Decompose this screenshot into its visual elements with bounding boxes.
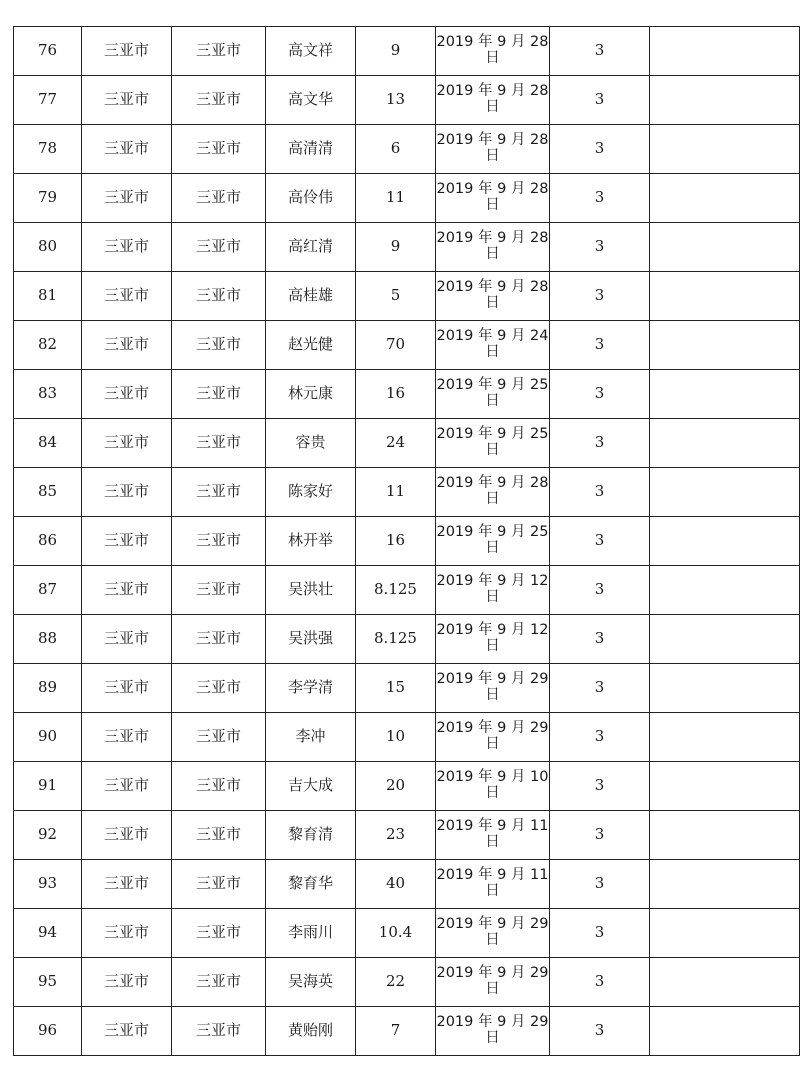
amount-cell: 9	[356, 223, 436, 272]
count-cell: 3	[550, 762, 650, 811]
date-line-2: 日	[485, 932, 500, 948]
row-number-cell: 76	[14, 27, 82, 76]
date-line-2: 日	[485, 1030, 500, 1046]
table-row	[14, 517, 800, 566]
count-cell: 3	[550, 321, 650, 370]
count-cell: 3	[550, 76, 650, 125]
date-line-1: 2019 年 9 月 12	[436, 622, 549, 639]
date-cell	[436, 223, 550, 272]
table-row	[14, 272, 800, 321]
remark-cell	[650, 860, 800, 909]
person-name-cell: 林开举	[266, 517, 356, 566]
person-name-cell: 高伶伟	[266, 174, 356, 223]
amount-cell: 22	[356, 958, 436, 1007]
city-cell: 三亚市	[82, 909, 172, 958]
count-cell: 3	[550, 125, 650, 174]
date-line-2: 日	[485, 442, 500, 458]
date-line-2: 日	[485, 589, 500, 605]
date-line-1: 2019 年 9 月 29	[436, 916, 549, 933]
district-cell: 三亚市	[172, 321, 266, 370]
date-line-2: 日	[485, 197, 500, 213]
row-number-cell: 88	[14, 615, 82, 664]
row-number-cell: 81	[14, 272, 82, 321]
table-row	[14, 468, 800, 517]
remark-cell	[650, 321, 800, 370]
date-line-1: 2019 年 9 月 29	[436, 965, 549, 982]
district-cell: 三亚市	[172, 713, 266, 762]
amount-cell: 11	[356, 468, 436, 517]
city-cell: 三亚市	[82, 174, 172, 223]
district-cell: 三亚市	[172, 664, 266, 713]
remark-cell	[650, 125, 800, 174]
date-line-1: 2019 年 9 月 29	[436, 720, 549, 737]
table-row	[14, 370, 800, 419]
row-number-cell: 91	[14, 762, 82, 811]
table-body	[14, 27, 800, 1056]
city-cell: 三亚市	[82, 223, 172, 272]
date-line-2: 日	[485, 981, 500, 997]
date-cell	[436, 321, 550, 370]
city-cell: 三亚市	[82, 76, 172, 125]
amount-cell: 15	[356, 664, 436, 713]
date-cell	[436, 419, 550, 468]
count-cell: 3	[550, 1007, 650, 1056]
row-number-cell: 94	[14, 909, 82, 958]
row-number-cell: 82	[14, 321, 82, 370]
date-line-2: 日	[485, 834, 500, 850]
city-cell: 三亚市	[82, 272, 172, 321]
date-line-2: 日	[485, 246, 500, 262]
date-cell	[436, 860, 550, 909]
date-line-2: 日	[485, 393, 500, 409]
city-cell: 三亚市	[82, 517, 172, 566]
remark-cell	[650, 1007, 800, 1056]
person-name-cell: 吴海英	[266, 958, 356, 1007]
count-cell: 3	[550, 468, 650, 517]
amount-cell: 70	[356, 321, 436, 370]
row-number-cell: 77	[14, 76, 82, 125]
person-name-cell: 吴洪强	[266, 615, 356, 664]
table-row	[14, 566, 800, 615]
records-table	[13, 26, 800, 1056]
date-cell	[436, 664, 550, 713]
city-cell: 三亚市	[82, 811, 172, 860]
date-line-2: 日	[485, 883, 500, 899]
person-name-cell: 陈家好	[266, 468, 356, 517]
date-line-1: 2019 年 9 月 29	[436, 1014, 549, 1031]
person-name-cell: 赵光健	[266, 321, 356, 370]
count-cell: 3	[550, 664, 650, 713]
table-row	[14, 664, 800, 713]
row-number-cell: 89	[14, 664, 82, 713]
amount-cell: 5	[356, 272, 436, 321]
person-name-cell: 黎育清	[266, 811, 356, 860]
row-number-cell: 87	[14, 566, 82, 615]
date-cell	[436, 566, 550, 615]
table-row	[14, 860, 800, 909]
person-name-cell: 容贵	[266, 419, 356, 468]
table-row	[14, 76, 800, 125]
district-cell: 三亚市	[172, 1007, 266, 1056]
city-cell: 三亚市	[82, 419, 172, 468]
amount-cell: 10.4	[356, 909, 436, 958]
district-cell: 三亚市	[172, 76, 266, 125]
count-cell: 3	[550, 909, 650, 958]
date-line-2: 日	[485, 148, 500, 164]
row-number-cell: 84	[14, 419, 82, 468]
date-line-1: 2019 年 9 月 28	[436, 475, 549, 492]
count-cell: 3	[550, 419, 650, 468]
person-name-cell: 林元康	[266, 370, 356, 419]
date-cell	[436, 125, 550, 174]
amount-cell: 24	[356, 419, 436, 468]
district-cell: 三亚市	[172, 419, 266, 468]
city-cell: 三亚市	[82, 1007, 172, 1056]
date-cell	[436, 909, 550, 958]
person-name-cell: 高桂雄	[266, 272, 356, 321]
district-cell: 三亚市	[172, 223, 266, 272]
date-cell	[436, 76, 550, 125]
person-name-cell: 李冲	[266, 713, 356, 762]
remark-cell	[650, 174, 800, 223]
district-cell: 三亚市	[172, 272, 266, 321]
amount-cell: 6	[356, 125, 436, 174]
row-number-cell: 80	[14, 223, 82, 272]
district-cell: 三亚市	[172, 468, 266, 517]
district-cell: 三亚市	[172, 615, 266, 664]
city-cell: 三亚市	[82, 27, 172, 76]
table-row	[14, 615, 800, 664]
amount-cell: 20	[356, 762, 436, 811]
date-cell	[436, 958, 550, 1007]
district-cell: 三亚市	[172, 370, 266, 419]
table-row	[14, 174, 800, 223]
date-line-2: 日	[485, 785, 500, 801]
date-cell	[436, 615, 550, 664]
row-number-cell: 79	[14, 174, 82, 223]
date-line-1: 2019 年 9 月 29	[436, 671, 549, 688]
date-line-2: 日	[485, 687, 500, 703]
date-line-1: 2019 年 9 月 28	[436, 230, 549, 247]
date-cell	[436, 517, 550, 566]
district-cell: 三亚市	[172, 517, 266, 566]
table-row	[14, 811, 800, 860]
date-line-2: 日	[485, 491, 500, 507]
city-cell: 三亚市	[82, 860, 172, 909]
amount-cell: 16	[356, 517, 436, 566]
city-cell: 三亚市	[82, 468, 172, 517]
date-line-2: 日	[485, 295, 500, 311]
count-cell: 3	[550, 174, 650, 223]
city-cell: 三亚市	[82, 958, 172, 1007]
person-name-cell: 吴洪壮	[266, 566, 356, 615]
city-cell: 三亚市	[82, 713, 172, 762]
date-line-1: 2019 年 9 月 28	[436, 132, 549, 149]
remark-cell	[650, 468, 800, 517]
date-line-1: 2019 年 9 月 25	[436, 377, 549, 394]
city-cell: 三亚市	[82, 566, 172, 615]
table-row	[14, 125, 800, 174]
date-cell	[436, 174, 550, 223]
city-cell: 三亚市	[82, 664, 172, 713]
row-number-cell: 90	[14, 713, 82, 762]
table-row	[14, 27, 800, 76]
table-row	[14, 909, 800, 958]
amount-cell: 40	[356, 860, 436, 909]
person-name-cell: 高文祥	[266, 27, 356, 76]
remark-cell	[650, 419, 800, 468]
date-line-1: 2019 年 9 月 24	[436, 328, 549, 345]
remark-cell	[650, 958, 800, 1007]
date-line-1: 2019 年 9 月 12	[436, 573, 549, 590]
person-name-cell: 高文华	[266, 76, 356, 125]
amount-cell: 10	[356, 713, 436, 762]
date-cell	[436, 272, 550, 321]
count-cell: 3	[550, 272, 650, 321]
date-line-1: 2019 年 9 月 11	[436, 818, 549, 835]
person-name-cell: 黄贻刚	[266, 1007, 356, 1056]
row-number-cell: 86	[14, 517, 82, 566]
city-cell: 三亚市	[82, 370, 172, 419]
row-number-cell: 83	[14, 370, 82, 419]
person-name-cell: 黎育华	[266, 860, 356, 909]
count-cell: 3	[550, 615, 650, 664]
city-cell: 三亚市	[82, 762, 172, 811]
district-cell: 三亚市	[172, 860, 266, 909]
count-cell: 3	[550, 566, 650, 615]
remark-cell	[650, 909, 800, 958]
district-cell: 三亚市	[172, 811, 266, 860]
date-line-2: 日	[485, 638, 500, 654]
row-number-cell: 96	[14, 1007, 82, 1056]
city-cell: 三亚市	[82, 125, 172, 174]
count-cell: 3	[550, 517, 650, 566]
district-cell: 三亚市	[172, 762, 266, 811]
date-cell	[436, 27, 550, 76]
district-cell: 三亚市	[172, 909, 266, 958]
date-line-1: 2019 年 9 月 28	[436, 34, 549, 51]
date-cell	[436, 1007, 550, 1056]
district-cell: 三亚市	[172, 958, 266, 1007]
person-name-cell: 李雨川	[266, 909, 356, 958]
table-row	[14, 1007, 800, 1056]
count-cell: 3	[550, 27, 650, 76]
table-row	[14, 958, 800, 1007]
table-row	[14, 321, 800, 370]
row-number-cell: 85	[14, 468, 82, 517]
table-row	[14, 713, 800, 762]
remark-cell	[650, 762, 800, 811]
count-cell: 3	[550, 811, 650, 860]
count-cell: 3	[550, 860, 650, 909]
person-name-cell: 高清清	[266, 125, 356, 174]
date-line-1: 2019 年 9 月 28	[436, 83, 549, 100]
remark-cell	[650, 76, 800, 125]
date-cell	[436, 811, 550, 860]
date-line-1: 2019 年 9 月 28	[436, 279, 549, 296]
date-line-1: 2019 年 9 月 28	[436, 181, 549, 198]
district-cell: 三亚市	[172, 125, 266, 174]
remark-cell	[650, 223, 800, 272]
district-cell: 三亚市	[172, 27, 266, 76]
table-row	[14, 419, 800, 468]
count-cell: 3	[550, 958, 650, 1007]
date-cell	[436, 762, 550, 811]
person-name-cell: 吉大成	[266, 762, 356, 811]
date-cell	[436, 370, 550, 419]
remark-cell	[650, 370, 800, 419]
count-cell: 3	[550, 370, 650, 419]
row-number-cell: 95	[14, 958, 82, 1007]
date-line-2: 日	[485, 540, 500, 556]
date-line-1: 2019 年 9 月 25	[436, 426, 549, 443]
district-cell: 三亚市	[172, 174, 266, 223]
date-cell	[436, 468, 550, 517]
amount-cell: 8.125	[356, 566, 436, 615]
remark-cell	[650, 713, 800, 762]
date-line-1: 2019 年 9 月 11	[436, 867, 549, 884]
city-cell: 三亚市	[82, 321, 172, 370]
table-row	[14, 223, 800, 272]
amount-cell: 11	[356, 174, 436, 223]
date-line-2: 日	[485, 344, 500, 360]
row-number-cell: 92	[14, 811, 82, 860]
date-line-2: 日	[485, 736, 500, 752]
count-cell: 3	[550, 223, 650, 272]
person-name-cell: 李学清	[266, 664, 356, 713]
date-line-1: 2019 年 9 月 25	[436, 524, 549, 541]
row-number-cell: 78	[14, 125, 82, 174]
remark-cell	[650, 517, 800, 566]
district-cell: 三亚市	[172, 566, 266, 615]
amount-cell: 23	[356, 811, 436, 860]
date-line-2: 日	[485, 99, 500, 115]
remark-cell	[650, 272, 800, 321]
city-cell: 三亚市	[82, 615, 172, 664]
count-cell: 3	[550, 713, 650, 762]
date-line-2: 日	[485, 50, 500, 66]
amount-cell: 8.125	[356, 615, 436, 664]
amount-cell: 16	[356, 370, 436, 419]
remark-cell	[650, 566, 800, 615]
date-cell	[436, 713, 550, 762]
remark-cell	[650, 664, 800, 713]
person-name-cell: 高红清	[266, 223, 356, 272]
row-number-cell: 93	[14, 860, 82, 909]
remark-cell	[650, 615, 800, 664]
table-row	[14, 762, 800, 811]
amount-cell: 9	[356, 27, 436, 76]
date-line-1: 2019 年 9 月 10	[436, 769, 549, 786]
amount-cell: 13	[356, 76, 436, 125]
remark-cell	[650, 811, 800, 860]
remark-cell	[650, 27, 800, 76]
amount-cell: 7	[356, 1007, 436, 1056]
